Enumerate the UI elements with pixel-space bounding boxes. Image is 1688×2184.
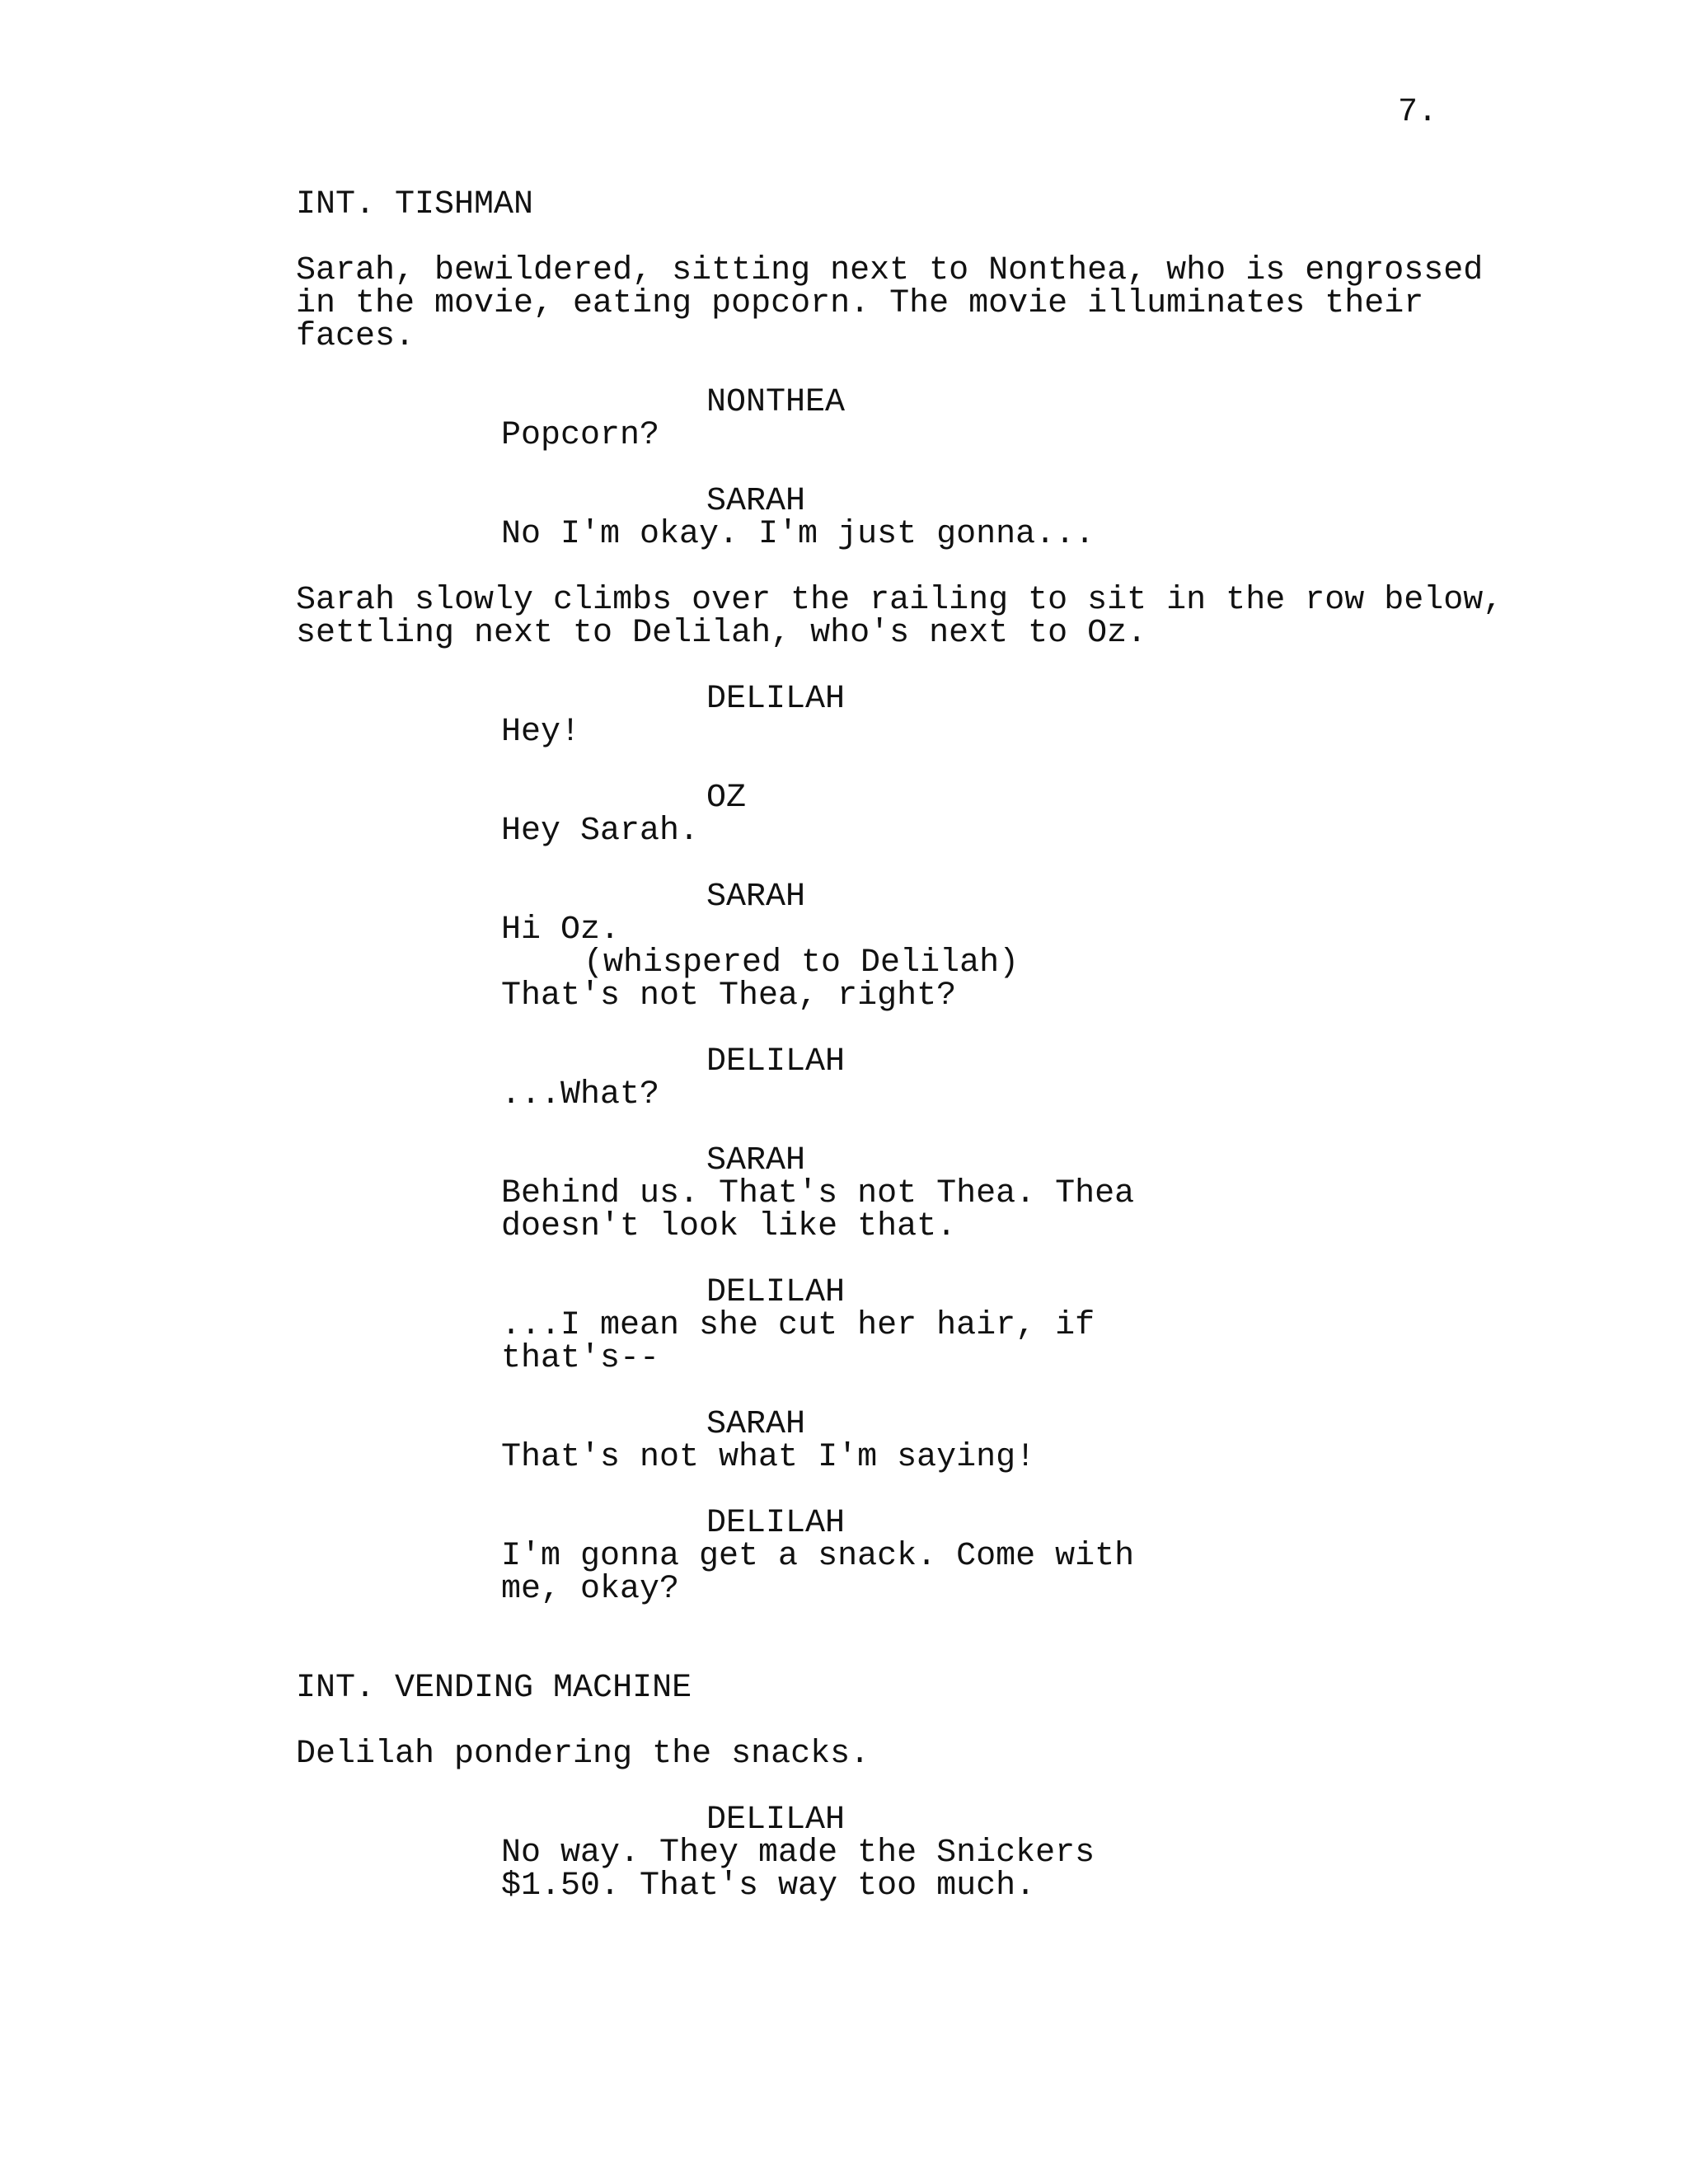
character-name: SARAH [706, 879, 806, 916]
action-line: settling next to Delilah, who's next to Oz. [296, 615, 1147, 652]
action-line: in the movie, eating popcorn. The movie illuminates their [296, 285, 1424, 322]
dialogue-line: Hey! [501, 714, 581, 751]
dialogue-block [296, 1142, 1532, 1245]
dialogue-line: That's not Thea, right? [501, 977, 957, 1015]
dialogue-line: $1.50. That's way too much. [501, 1868, 1036, 1905]
character-name: DELILAH [706, 1274, 846, 1311]
dialogue-line: Hi Oz. [501, 912, 621, 949]
dialogue-line: That's not what I'm saying! [501, 1439, 1036, 1476]
parenthetical: (whispered to Delilah) [584, 944, 1020, 982]
script-body [296, 186, 1532, 1905]
dialogue-line: ...I mean she cut her hair, if [501, 1307, 1095, 1344]
dialogue-line: that's-- [501, 1340, 660, 1377]
character-name: SARAH [706, 1406, 806, 1443]
action-line: Sarah slowly climbs over the railing to sit in the row below, [296, 582, 1503, 619]
action-line: Sarah, bewildered, sitting next to Nonthea, who is engrossed [296, 252, 1484, 289]
scene-heading: INT. VENDING MACHINE [296, 1670, 692, 1707]
dialogue-line: No I'm okay. I'm just gonna... [501, 516, 1095, 553]
dialogue-block [296, 1274, 1532, 1377]
action-line: faces. [296, 318, 415, 355]
dialogue-line: me, okay? [501, 1571, 680, 1608]
dialogue-block [296, 1804, 1532, 1903]
scene-heading: INT. TISHMAN [296, 186, 534, 223]
dialogue-block [296, 1043, 1532, 1113]
dialogue-line: I'm gonna get a snack. Come with [501, 1538, 1135, 1575]
dialogue-line: doesn't look like that. [501, 1208, 957, 1245]
action-block [296, 252, 1532, 355]
character-name: SARAH [706, 1142, 806, 1179]
character-name: DELILAH [706, 1043, 846, 1080]
dialogue-block [296, 485, 1532, 551]
action-block [296, 1738, 1532, 1771]
character-name: DELILAH [706, 1505, 846, 1542]
dialogue-block [296, 683, 1532, 749]
dialogue-block [296, 1507, 1532, 1606]
dialogue-block [296, 881, 1532, 1013]
character-name: NONTHEA [706, 384, 846, 421]
action-line: Delilah pondering the snacks. [296, 1736, 870, 1773]
dialogue-line: ...What? [501, 1076, 660, 1113]
character-name: DELILAH [706, 1802, 846, 1839]
dialogue-block [296, 782, 1532, 848]
dialogue-block [296, 1408, 1532, 1474]
dialogue-line: Behind us. That's not Thea. Thea [501, 1175, 1135, 1212]
character-name: OZ [706, 780, 747, 817]
page-number: 7. [1398, 94, 1438, 131]
dialogue-line: Popcorn? [501, 417, 660, 454]
character-name: DELILAH [706, 681, 846, 718]
dialogue-line: No way. They made the Snickers [501, 1835, 1095, 1872]
dialogue-line: Hey Sarah. [501, 813, 700, 850]
dialogue-block [296, 384, 1532, 454]
action-block [296, 584, 1532, 650]
character-name: SARAH [706, 483, 806, 520]
